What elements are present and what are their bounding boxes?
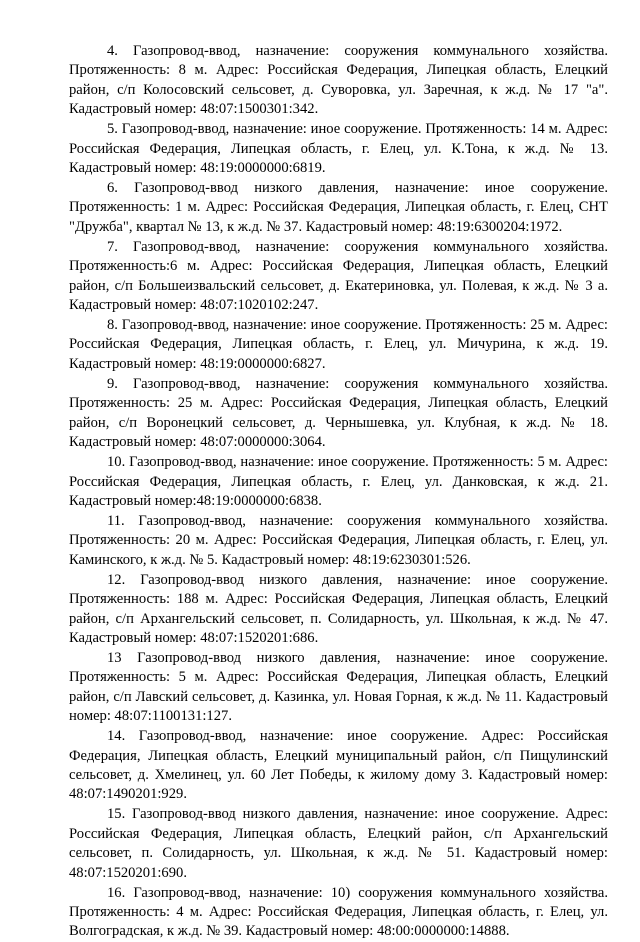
list-item-10: 10. Газопровод-ввод, назначение: иное сооружение. Протяженность: 5 м. Адрес: Российская Федерация, Липецкая область, г. Елец, ул. Данковская, к ж.д. 21. Кадастровый номер:48:19:0000000:6838. [69,454,608,509]
list-item-12: 12. Газопровод-ввод низкого давления, назначение: иное сооружение. Протяженность: 188 м. Адрес: Российская Федерация, Липецкая область, Елецкий район, с/п Архангельский сельсовет, п. Солидарность, ул. Школьная, к ж.д. № 47. Кадастровый номер: 48:07:1520201:686. [69,571,608,646]
list-item-7: 7. Газопровод-ввод, назначение: сооружения коммунального хозяйства. Протяженность:6 м. Адрес: Российская Федерация, Липецкая область, Елецкий район, с/п Большеизвальский сельсовет, д. Екатериновка, ул. Полевая, к ж.д. № 3 а. Кадастровый номер: 48:07:1020102:247. [69,238,608,314]
list-item-5: 5. Газопровод-ввод, назначение: иное сооружение. Протяженность: 14 м. Адрес: Российская Федерация, Липецкая область, г. Елец, ул. К.Тона, к ж.д. № 13. Кадастровый номер: 48:19:0000000:6819. [69,121,608,177]
list-item-8: 8. Газопровод-ввод, назначение: иное сооружение. Протяженность: 25 м. Адрес: Российская Федерация, Липецкая область, г. Елец, ул. Мичурина, к ж.д. 19. Кадастровый номер: 48:19:0000000:6827. [69,317,608,372]
list-item-9: 9. Газопровод-ввод, назначение: сооружения коммунального хозяйства. Протяженность: 25 м. Адрес: Российская Федерация, Липецкая область, Елецкий район, с/п Воронецкий сельсовет, д. Чернышевка, ул. Клубная, к ж.д. № 18. Кадастровый номер: 48:07:0000000:3064. [69,375,608,451]
list-item-4: 4. Газопровод-ввод, назначение: сооружения коммунального хозяйства. Протяженность: 8 м. Адрес: Российская Федерация, Липецкая область, Елецкий район, с/п Колосовский сельсовет, д. Суворовка, ул. Заречная, к ж.д. № 17 "а". Кадастровый номер: 48:07:1500301:342. [69,43,608,118]
list-item-16: 16. Газопровод-ввод, назначение: 10) сооружения коммунального хозяйства. Протяженность: 4 м. Адрес: Российская Федерация, Липецкая область, г. Елец, ул. Волгоградская, к ж.д. № 39. Кадастровый номер: 48:00:0000000:14888. [69,884,608,940]
list-item-13: 13 Газопровод-ввод низкого давления, назначение: иное сооружение. Протяженность: 5 м. Адрес: Российская Федерация, Липецкая область, Елецкий район, с/п Лавский сельсовет, д. Казинка, ул. Новая Горная, к ж.д. № 11. Кадастровый номер: 48:07:1100131:127. [69,649,608,725]
list-item-15: 15. Газопровод-ввод низкого давления, назначение: иное сооружение. Адрес: Российская Федерация, Липецкая область, Елецкий район, с/п Архангельский сельсовет, п. Солидарность, ул. Школьная, к ж.д. № 51. Кадастровый номер: 48:07:1520201:690. [69,806,608,881]
list-item-14: 14. Газопровод-ввод, назначение: иное сооружение. Адрес: Российская Федерация, Липецкая область, Елецкий муниципальный район, с/п Пищулинский сельсовет, д. Хмелинец, ул. 60 Лет Победы, к жилому дому 3. Кадастровый номер: 48:07:1490201:929. [69,728,608,803]
list-item-11: 11. Газопровод-ввод, назначение: сооружения коммунального хозяйства. Протяженность: 20 м. Адрес: Российская Федерация, Липецкая область, г. Елец, ул. Каминского, к ж.д. № 5. Кадастровый номер: 48:19:6230301:526. [69,512,608,568]
list-item-6: 6. Газопровод-ввод низкого давления, назначение: иное сооружение. Протяженность: 1 м. Адрес: Российская Федерация, Липецкая область, г. Елец, СНТ "Дружба", квартал № 13, к ж.д. № 37. Кадастровый номер: 48:19:6300204:1972. [69,180,608,235]
